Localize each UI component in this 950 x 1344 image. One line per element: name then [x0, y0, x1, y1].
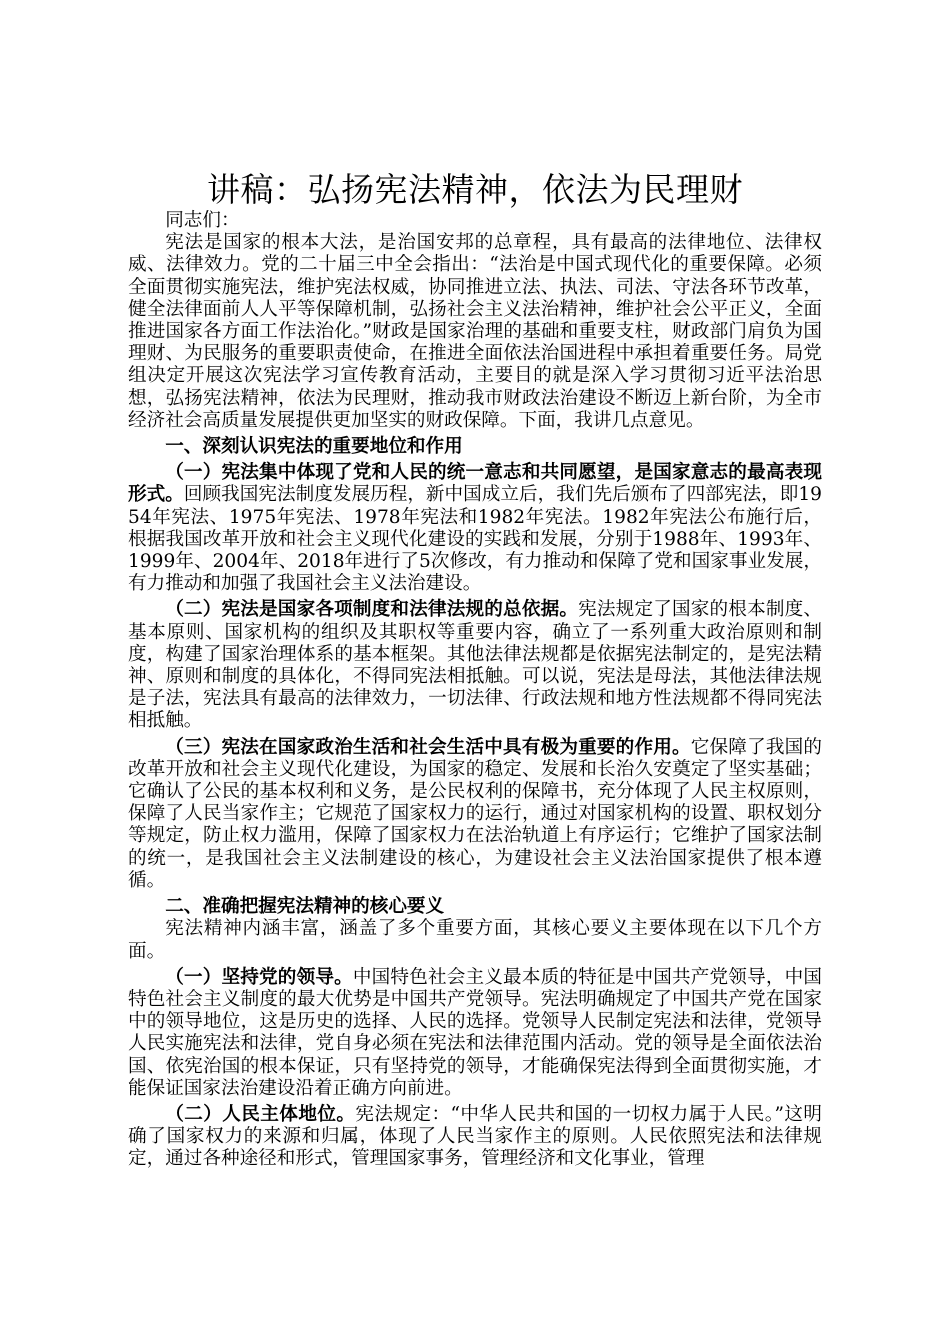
document-page	[128, 168, 822, 1171]
section-2-intro: 宪法精神内涵丰富，涵盖了多个重要方面，其核心要义主要体现在以下几个方面。	[128, 918, 822, 962]
section-2-paragraph-1	[128, 967, 822, 1100]
paragraph-body: 宪法规定了国家的根本制度、基本原则、国家机构的组织及其职权等重要内容，确立了一系列重大政治原则和制度，构建了国家治理体系的基本框架。其他法律法规都是依据宪法制定的，是宪法精神、原则和制度的具体化，不得同宪法相抵触。可以说，宪法是母法，其他法律法规是子法，宪法具有最高的法律效力，一切法律、行政法规和地方性法规都不得同宪法相抵触。	[128, 599, 822, 732]
paragraph-lead: （三）宪法在国家政治生活和社会生活中具有极为重要的作用。	[165, 736, 691, 758]
section-2-heading: 二、准确把握宪法精神的核心要义	[165, 896, 445, 918]
paragraph-lead: （一）宪法集中体现了党和人民的统一意志和共同愿望，是国家意志的最高表现形式。	[128, 462, 822, 506]
greeting: 同志们：	[165, 210, 240, 231]
intro-paragraph: 宪法是国家的根本大法，是治国安邦的总章程，具有最高的法律地位、法律权威、法律效力。党的二十届三中全会指出：“法治是中国式现代化的重要保障。必须全面贯彻实施宪法，维护宪法权威，协同推进立法、执法、司法、守法各环节改革，健全法律面前人人平等保障机制，弘扬社会主义法治精神，维护社会公平正义，全面推进国家各方面工作法治化。”财政是国家治理的基础和重要支柱，财政部门肩负为国理财、为民服务的重要职责使命，在推进全面依法治国进程中承担着重要任务。局党组决定开展这次宪法学习宣传教育活动，主要目的就是深入学习贯彻习近平法治思想，弘扬宪法精神，依法为民理财，推动我市财政法治建设不断迈上新台阶，为全市经济社会高质量发展提供更加坚实的财政保障。下面，我讲几点意见。	[128, 232, 822, 431]
paragraph-body: 宪法规定：“中华人民共和国的一切权力属于人民。”这明确了国家权力的来源和归属，体现了人民当家作主的原则。人民依照宪法和法律规定，通过各种途径和形式，管理国家事务，管理经济和文化事业，管理	[128, 1103, 822, 1170]
paragraph-body: 它保障了我国的改革开放和社会主义现代化建设，为国家的稳定、发展和长治久安奠定了坚实基础；它确认了公民的基本权利和义务，是公民权利的保障书，充分体现了人民主权原则，保障了人民当家作主；它规范了国家权力的运行，通过对国家机构的设置、职权划分等规定，防止权力滥用，保障了国家权力在法治轨道上有序运行；它维护了国家法制的统一，是我国社会主义法制建设的核心，为建设社会主义法治国家提供了根本遵循。	[128, 736, 822, 891]
paragraph-lead: （二）人民主体地位。	[165, 1103, 356, 1125]
paragraph-lead: （二）宪法是国家各项制度和法律法规的总依据。	[165, 599, 579, 621]
section-2-paragraph-2	[128, 1104, 822, 1171]
document-title: 讲稿：弘扬宪法精神，依法为民理财	[207, 170, 743, 209]
paragraph-body: 中国特色社会主义最本质的特征是中国共产党领导，中国特色社会主义制度的最大优势是中国共产党领导。宪法明确规定了中国共产党在国家中的领导地位，这是历史的选择、人民的选择。党领导人民制定宪法和法律，党领导人民实施宪法和法律，党自身必须在宪法和法律范围内活动。党的领导是全面依法治国、依宪治国的根本保证，只有坚持党的领导，才能确保宪法得到全面贯彻实施，才能保证国家法治建设沿着正确方向前进。	[128, 966, 822, 1099]
section-1-paragraph-3	[128, 737, 822, 892]
section-1-paragraph-1	[128, 462, 822, 595]
section-1-paragraph-2	[128, 599, 822, 732]
paragraph-body: 回顾我国宪法制度发展历程，新中国成立后，我们先后颁布了四部宪法，即1954年宪法、1975年宪法、1978年宪法和1982年宪法。1982年宪法公布施行后，根据我国改革开放和社会主义现代化建设的实践和发展，分别于1988年、1993年、1999年、2004年、2018年进行了5次修改，有力推动和保障了党和国家事业发展，有力推动和加强了我国社会主义法治建设。	[128, 484, 822, 595]
section-1-heading: 一、深刻认识宪法的重要地位和作用	[165, 436, 463, 458]
paragraph-lead: （一）坚持党的领导。	[165, 966, 353, 988]
